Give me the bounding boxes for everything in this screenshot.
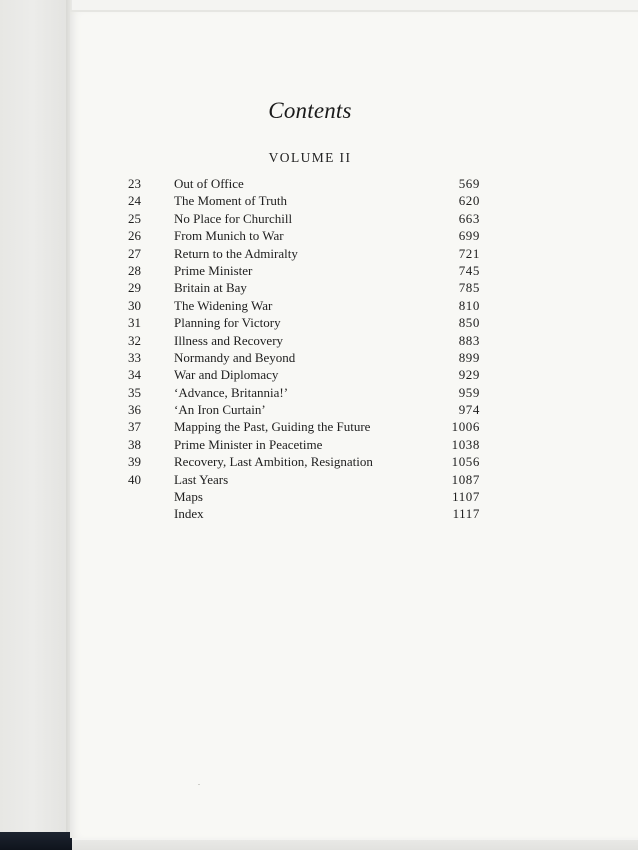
page-number: 929 [458, 367, 480, 383]
back-matter-title: Index [174, 506, 204, 522]
contents-heading: Contents [268, 98, 352, 123]
chapter-title: Recovery, Last Ambition, Resignation [174, 454, 373, 470]
chapter-number: 39 [128, 454, 141, 470]
page-number: 1006 [451, 419, 480, 435]
chapter-title: Illness and Recovery [174, 332, 284, 348]
page-number: 721 [458, 245, 480, 261]
toc-entry [128, 262, 480, 279]
page-number: 850 [458, 315, 480, 331]
toc-entry [128, 192, 480, 209]
page-number: 1056 [451, 454, 480, 470]
toc-entry [128, 349, 480, 366]
chapter-number: 26 [128, 228, 141, 244]
chapter-title: Normandy and Beyond [174, 349, 296, 365]
toc-entry [128, 471, 480, 488]
chapter-title: From Munich to War [174, 228, 284, 244]
toc-entry [128, 401, 480, 418]
chapter-title: Prime Minister [174, 262, 253, 278]
chapter-title: Prime Minister in Peacetime [174, 436, 323, 452]
toc-entry [128, 505, 480, 522]
background-surface [0, 840, 638, 850]
page-number: 810 [458, 297, 480, 313]
chapter-title: Last Years [174, 471, 229, 487]
chapter-title: Britain at Bay [174, 280, 247, 296]
book-spine-shadow [0, 0, 72, 850]
toc-entry [128, 366, 480, 383]
chapter-number: 24 [128, 193, 141, 209]
page-number: 974 [458, 402, 480, 418]
chapter-number: 35 [128, 384, 141, 400]
toc-entry [128, 418, 480, 435]
page-number: 785 [458, 280, 480, 296]
toc-entry [128, 314, 480, 331]
chapter-number: 40 [128, 471, 141, 487]
page-number: 899 [458, 349, 480, 365]
toc-entry [128, 436, 480, 453]
back-matter-title: Maps [174, 489, 203, 505]
page-number: 1107 [452, 489, 480, 505]
chapter-title: Mapping the Past, Guiding the Future [174, 419, 371, 435]
page-number: 569 [458, 176, 480, 191]
chapter-number: 34 [128, 367, 141, 383]
chapter-number: 29 [128, 280, 141, 296]
chapter-title: The Moment of Truth [174, 193, 288, 209]
page-number: 1038 [451, 436, 480, 452]
toc-entry [128, 227, 480, 244]
paper-speck [198, 784, 200, 785]
toc-entry [128, 488, 480, 505]
chapter-title: ‘Advance, Britannia!’ [174, 384, 289, 400]
page-number: 1087 [451, 471, 480, 487]
chapter-number: 31 [128, 315, 141, 331]
chapter-number: 38 [128, 436, 141, 452]
toc-entry [128, 245, 480, 262]
page-number: 1117 [452, 506, 480, 522]
page-number: 959 [458, 384, 480, 400]
chapter-title: Return to the Admiralty [174, 245, 298, 261]
chapter-number: 32 [128, 332, 141, 348]
chapter-title: The Widening War [174, 297, 273, 313]
chapter-number: 30 [128, 297, 141, 313]
page-number: 663 [458, 210, 480, 226]
toc-entry [128, 384, 480, 401]
chapter-number: 25 [128, 210, 141, 226]
chapter-number: 37 [128, 419, 141, 435]
page-number: 620 [458, 193, 480, 209]
volume-label: VOLUME II [268, 150, 352, 165]
page-number: 883 [458, 332, 480, 348]
toc-entry [128, 210, 480, 227]
chapter-title: Out of Office [174, 176, 244, 191]
chapter-title: ‘An Iron Curtain’ [174, 402, 266, 418]
chapter-number: 23 [128, 176, 141, 191]
chapter-number: 28 [128, 262, 141, 278]
toc-entry [128, 453, 480, 470]
toc-entry [128, 297, 480, 314]
chapter-number: 36 [128, 402, 141, 418]
chapter-title: Planning for Victory [174, 315, 281, 331]
page-number: 699 [458, 228, 480, 244]
chapter-number: 33 [128, 349, 141, 365]
book-cover-corner [0, 832, 72, 850]
toc-entry [128, 175, 480, 192]
chapter-number: 27 [128, 245, 141, 261]
chapter-title: War and Diplomacy [174, 367, 279, 383]
table-of-contents [128, 175, 480, 523]
page-number: 745 [458, 262, 480, 278]
toc-entry [128, 279, 480, 296]
chapter-title: No Place for Churchill [174, 210, 293, 226]
toc-entry [128, 332, 480, 349]
